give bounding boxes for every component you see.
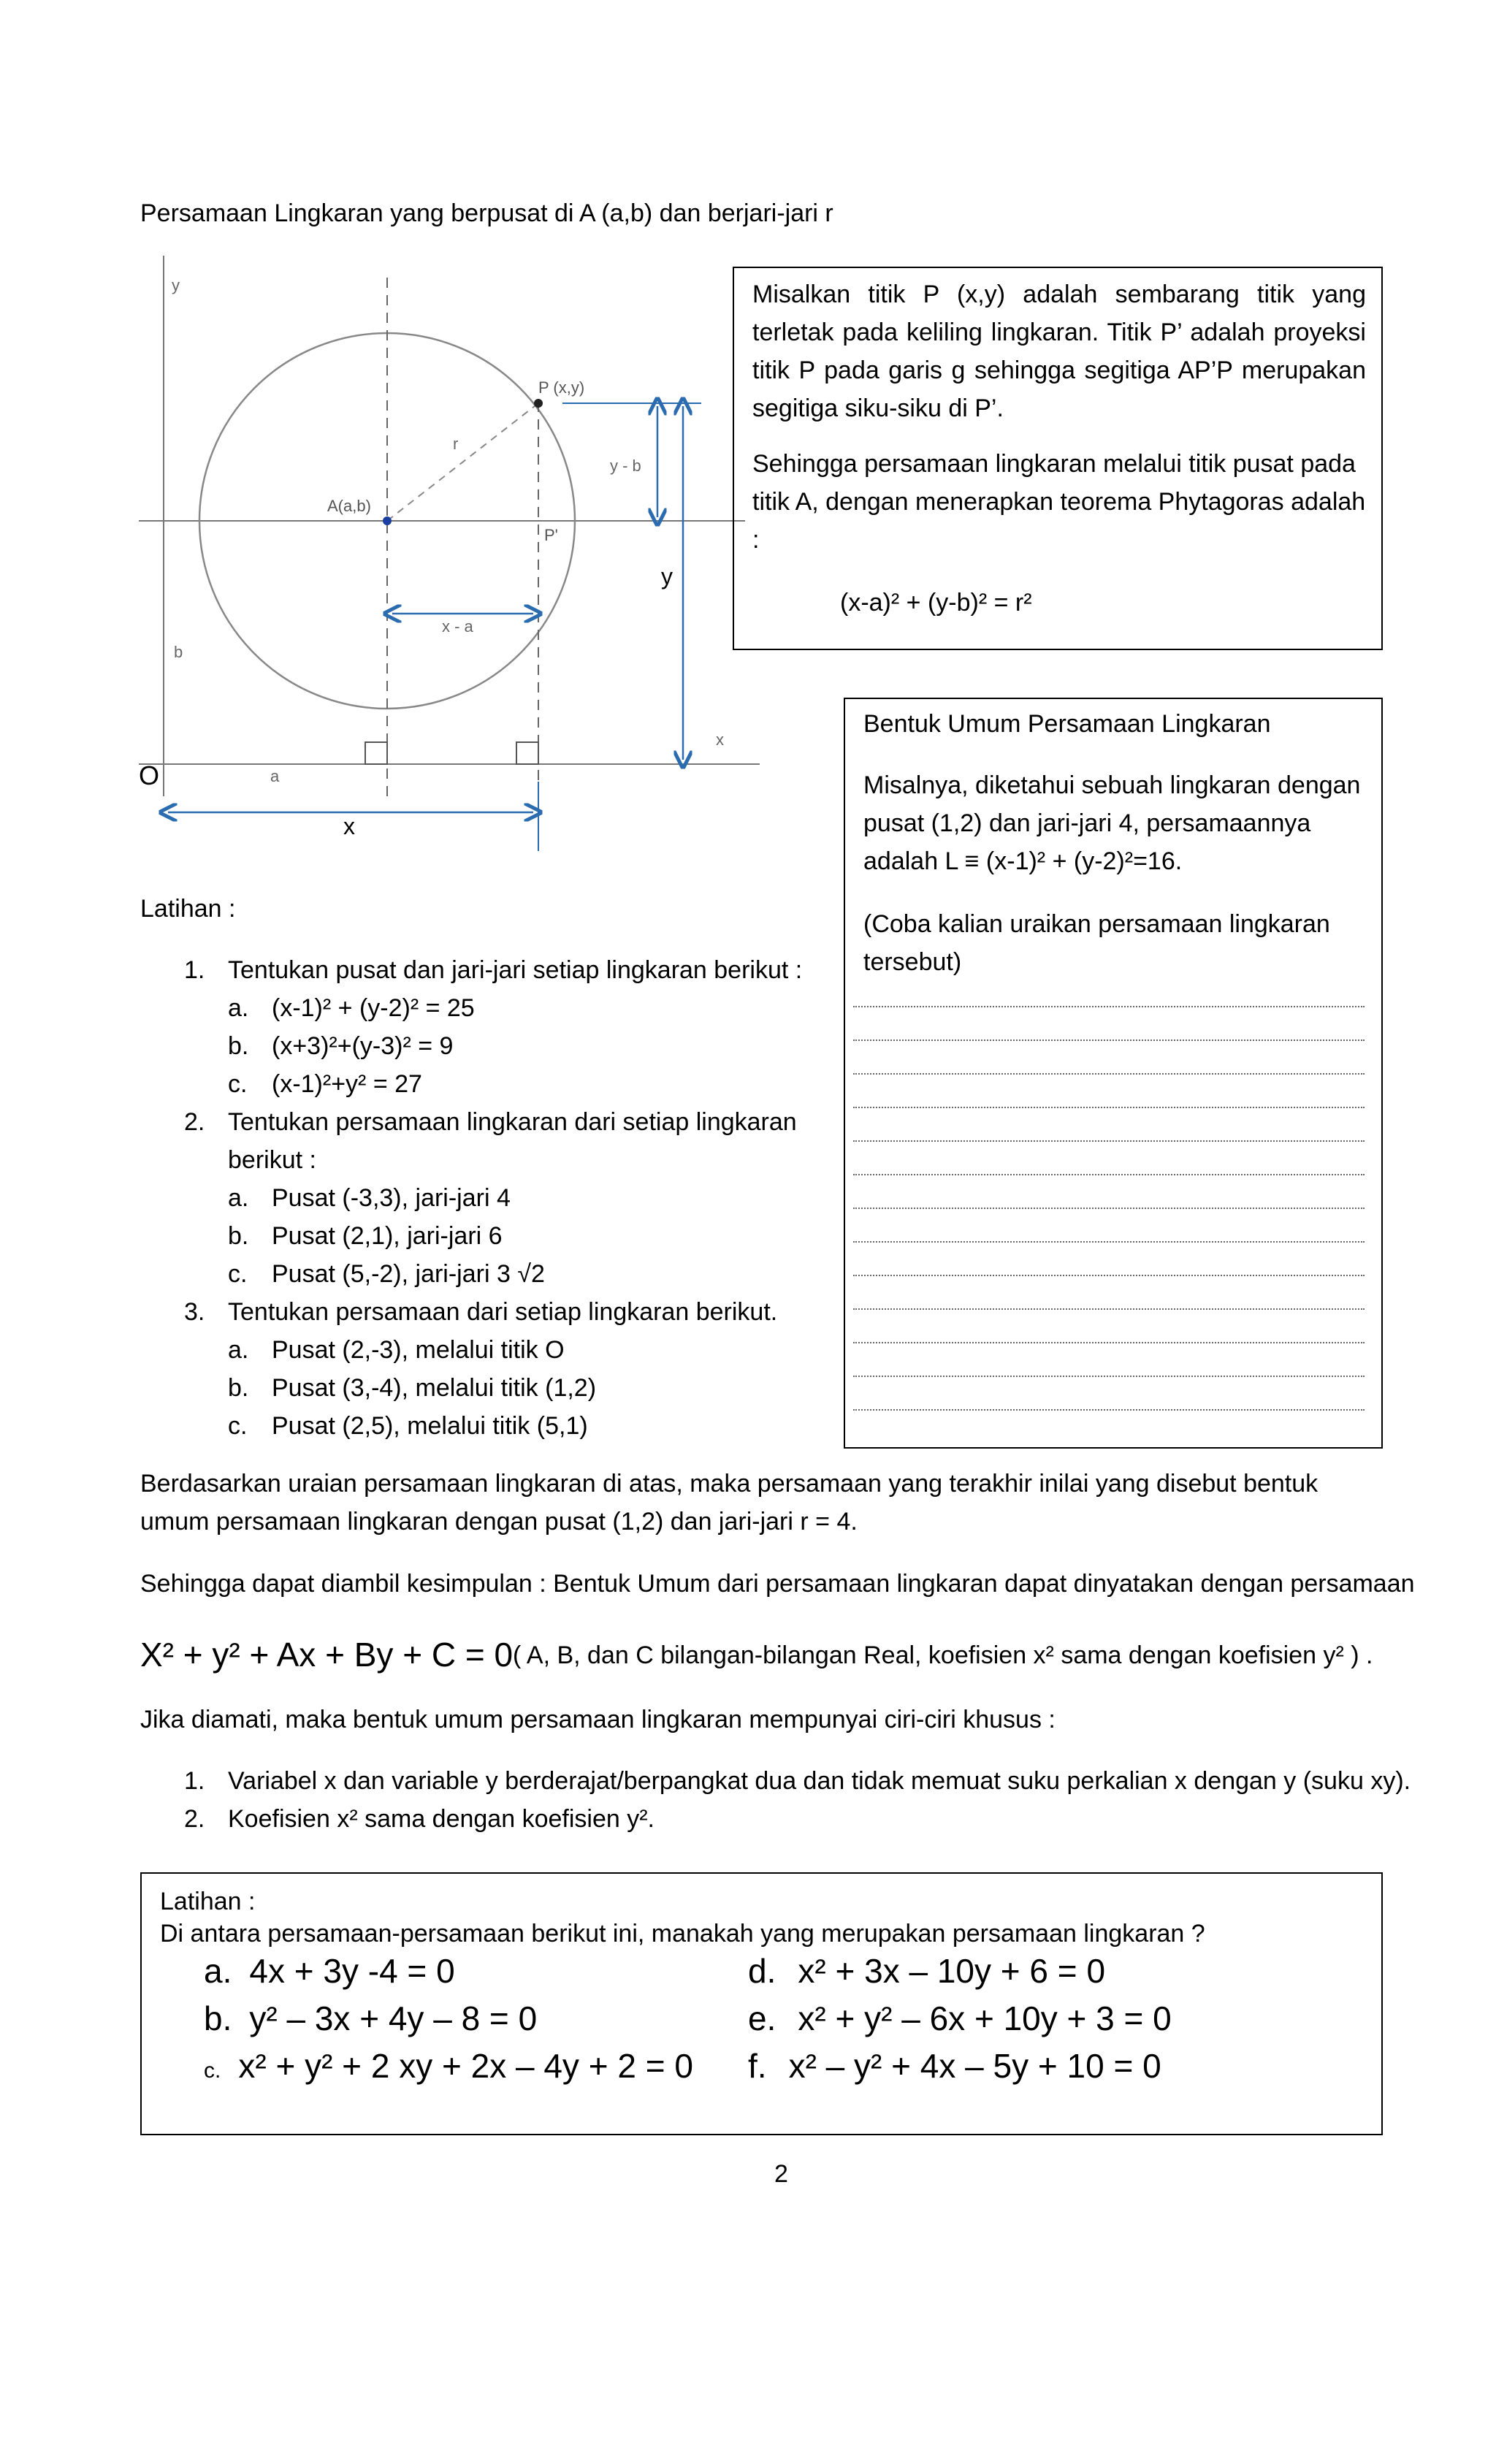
uraian-paragraph: Berdasarkan uraian persamaan lingkaran di atas, maka persamaan yang terakhir inilai yang disebut bentuk umum persamaan lingkaran dengan pusat (1,2) dan jari-jari r = 4. — [140, 1470, 1318, 1536]
label-point-P: P (x,y) — [538, 378, 585, 397]
list-item: d. x² + 3x – 10y + 6 = 0 — [748, 1952, 1106, 1990]
list-item: a. 4x + 3y -4 = 0 — [204, 1952, 455, 1990]
right-angle-square-2 — [516, 742, 538, 764]
list-item: b. (x+3)²+(y-3)² = 9 — [228, 1032, 454, 1060]
general-equation: X² + y² + Ax + By + C = 0 — [140, 1636, 514, 1674]
exercise-2-heading: Latihan : — [160, 1888, 256, 1915]
label-point-Pprime: P' — [544, 526, 558, 544]
ciri-number: 2. — [184, 1805, 205, 1833]
answer-line[interactable] — [853, 1006, 1365, 1007]
label-a: a — [270, 767, 280, 785]
list-item: a. Pusat (-3,3), jari-jari 4 — [228, 1184, 511, 1212]
label-r: r — [453, 435, 459, 453]
list-item: b. Pusat (2,1), jari-jari 6 — [228, 1222, 503, 1250]
proof-para-2: Sehingga persamaan lingkaran melalui titik pusat pada titik A, dengan menerapkan teorema Phytagoras adalah : — [752, 450, 1366, 554]
right-angle-square-1 — [365, 742, 387, 764]
list-item: 1. Tentukan pusat dan jari-jari setiap lingkaran berikut : — [184, 956, 803, 984]
page-number: 2 — [774, 2160, 788, 2188]
label-x-big: x — [343, 813, 355, 839]
label-y-big: y — [661, 563, 673, 590]
ciri-text: Variabel x dan variable y berderajat/berpangkat dua dan tidak memuat suku perkalian x dengan y (suku xy). — [228, 1767, 1411, 1795]
exercise-2-box — [140, 1872, 1383, 2135]
exercise-1-heading: Latihan : — [140, 895, 236, 923]
general-form-instruction: (Coba kalian uraikan persamaan lingkaran tersebut) — [863, 910, 1330, 976]
list-item: a. (x-1)² + (y-2)² = 25 — [228, 994, 475, 1022]
answer-line[interactable] — [853, 1409, 1365, 1411]
answer-line[interactable] — [853, 1107, 1365, 1108]
list-item: b. Pusat (3,-4), melalui titik (1,2) — [228, 1374, 597, 1402]
answer-line[interactable] — [853, 1073, 1365, 1075]
list-item: c. (x-1)²+y² = 27 — [228, 1070, 422, 1098]
label-y-axis: y — [172, 276, 180, 294]
list-item: c. Pusat (5,-2), jari-jari 3 √2 — [228, 1260, 545, 1288]
answer-line[interactable] — [853, 1376, 1365, 1377]
ciri-text: Koefisien x² sama dengan koefisien y². — [228, 1805, 654, 1833]
point-A — [383, 516, 392, 525]
label-origin: O — [139, 760, 160, 790]
page-title: Persamaan Lingkaran yang berpusat di A (a,b) dan berjari-jari r — [140, 199, 833, 227]
general-form-heading: Bentuk Umum Persamaan Lingkaran — [863, 710, 1271, 738]
label-y-minus-b: y - b — [610, 457, 641, 475]
answer-line[interactable] — [853, 1308, 1365, 1310]
list-item: berikut : — [228, 1146, 316, 1174]
list-item: 2. Tentukan persamaan lingkaran dari setiap lingkaran — [184, 1108, 797, 1136]
ciri-intro: Jika diamati, maka bentuk umum persamaan lingkaran mempunyai ciri-ciri khusus : — [140, 1706, 1056, 1733]
list-item: 3. Tentukan persamaan dari setiap lingkaran berikut. — [184, 1298, 778, 1326]
general-form-example: Misalnya, diketahui sebuah lingkaran dengan pusat (1,2) dan jari-jari 4, persamaannya adalah L ≡ (x-1)² + (y-2)²=16. — [863, 771, 1361, 875]
exercise-2-question: Di antara persamaan-persamaan berikut ini, manakah yang merupakan persamaan lingkaran ? — [160, 1920, 1205, 1948]
list-item: a. Pusat (2,-3), melalui titik O — [228, 1336, 565, 1364]
list-item: e. x² + y² – 6x + 10y + 3 = 0 — [748, 1999, 1172, 2037]
answer-line[interactable] — [853, 1040, 1365, 1041]
circle-figure — [131, 241, 789, 869]
general-equation-note: ( A, B, dan C bilangan-bilangan Real, koefisien x² sama dengan koefisien y² ) . — [513, 1641, 1373, 1669]
radius-line — [387, 403, 538, 521]
label-point-A: A(a,b) — [327, 497, 371, 515]
label-x-minus-a: x - a — [442, 617, 473, 636]
answer-line[interactable] — [853, 1342, 1365, 1343]
answer-line[interactable] — [853, 1241, 1365, 1243]
circle-formula: (x-a)² + (y-b)² = r² — [840, 589, 1032, 617]
answer-line[interactable] — [853, 1208, 1365, 1209]
answer-line[interactable] — [853, 1174, 1365, 1175]
ciri-number: 1. — [184, 1767, 205, 1795]
answer-line[interactable] — [853, 1275, 1365, 1276]
answer-line[interactable] — [853, 1140, 1365, 1142]
exercise-1-list — [184, 951, 820, 1445]
label-b: b — [174, 643, 183, 661]
proof-box — [733, 267, 1383, 650]
proof-para-1: Misalkan titik P (x,y) adalah sembarang titik yang terletak pada keliling lingkaran. Titik P’ adalah proyeksi titik P pada garis g sehingga segitiga AP’P merupakan segitiga siku-siku di P’. — [752, 281, 1366, 422]
label-x-axis: x — [716, 731, 724, 749]
list-item: b. y² – 3x + 4y – 8 = 0 — [204, 1999, 538, 2037]
list-item: c. Pusat (2,5), melalui titik (5,1) — [228, 1412, 588, 1440]
point-P — [534, 399, 543, 408]
list-item: c. x² + y² + 2 xy + 2x – 4y + 2 = 0 — [204, 2047, 693, 2085]
kesimpulan-paragraph: Sehingga dapat diambil kesimpulan : Bentuk Umum dari persamaan lingkaran dapat dinyatakan dengan persamaan — [140, 1570, 1415, 1598]
list-item: f. x² – y² + 4x – 5y + 10 = 0 — [748, 2047, 1161, 2085]
